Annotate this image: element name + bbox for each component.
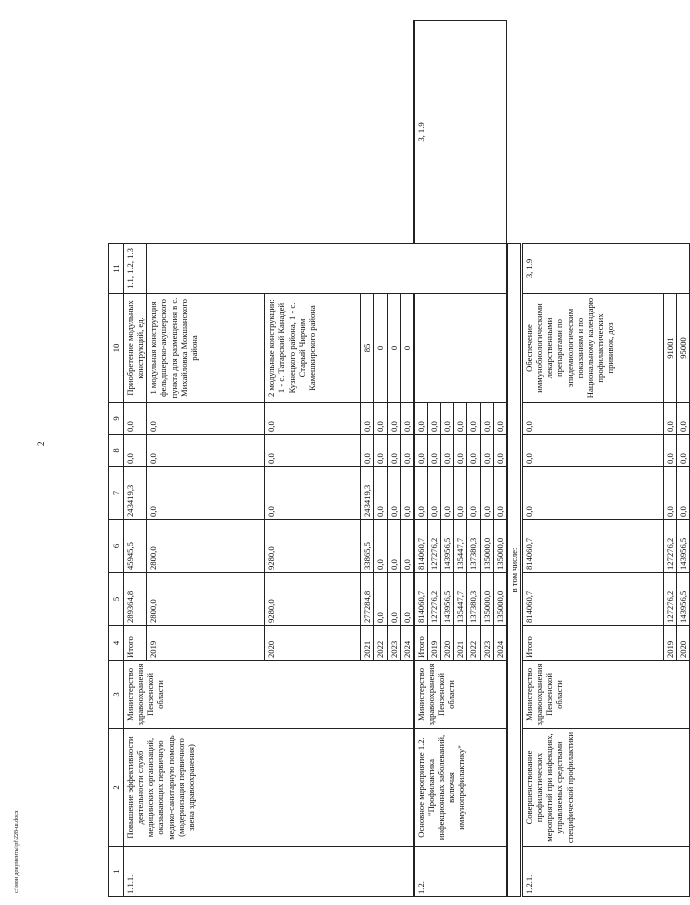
row-number: 1.1.1. — [124, 847, 414, 897]
executor: Министерство здравоохранения Пензенской области — [124, 661, 414, 729]
value-cell: 0,0 — [663, 467, 676, 520]
value-cell: 0,0 — [467, 467, 480, 520]
value-cell: 0,0 — [493, 435, 507, 467]
value-cell: 9280,0 — [265, 520, 361, 573]
measure-name: Повышение эффективности деятельности служб медицинских организаций, оказывающих первичную медико-санитарную помощь (модернизация первичного звена здравоохранения) — [124, 729, 414, 847]
header-row — [109, 21, 124, 897]
value-cell: 143956,5 — [441, 520, 454, 573]
value-cell: 0,0 — [414, 403, 428, 435]
value-cell: 0,0 — [441, 403, 454, 435]
year-cell: 2020 — [677, 626, 690, 661]
year-cell: 2021 — [361, 626, 374, 661]
value-cell: 0,0 — [374, 403, 387, 435]
row-number: 1.2. — [414, 847, 507, 897]
value-cell: 0,0 — [454, 435, 467, 467]
value-cell: 0,0 — [677, 435, 690, 467]
value-cell: 0,0 — [400, 520, 414, 573]
value-cell: 0,0 — [521, 435, 663, 467]
value-cell: 0,0 — [400, 573, 414, 626]
value-cell: 0,0 — [480, 467, 493, 520]
header-cell: 6 — [109, 520, 124, 573]
value-cell: 0,0 — [454, 403, 467, 435]
value-cell: 0,0 — [124, 435, 147, 467]
value-cell: 0,0 — [467, 435, 480, 467]
value-cell: 243419,3 — [361, 467, 374, 520]
indicator-cell: 95000 — [677, 294, 690, 403]
subtotal-label: в том числе: — [507, 244, 522, 897]
value-cell: 0,0 — [677, 403, 690, 435]
value-cell: 814060,7 — [521, 520, 663, 573]
value-cell: 0,0 — [265, 403, 361, 435]
indicator-cell: Приобретение модульных конструкций, ед. — [124, 294, 147, 403]
value-cell: 0,0 — [677, 467, 690, 520]
value-cell: 137380,3 — [467, 573, 480, 626]
header-cell: 4 — [109, 626, 124, 661]
value-cell: 0,0 — [427, 403, 440, 435]
indicator-cell: 0 — [374, 294, 387, 403]
page-number: 2 — [36, 441, 46, 446]
measure-name: Совершенствование профилактических мероприятий при инфекциях, управляемых средствами специфической профилактики — [521, 729, 689, 847]
value-cell: 0,0 — [361, 403, 374, 435]
value-cell: 0,0 — [493, 467, 507, 520]
value-cell: 0,0 — [387, 520, 400, 573]
value-cell: 0,0 — [374, 467, 387, 520]
value-cell: 135000,0 — [480, 573, 493, 626]
reference-cell: 3, 1.9 — [414, 21, 507, 244]
value-cell: 137380,3 — [467, 520, 480, 573]
header-cell: 9 — [109, 403, 124, 435]
value-cell: 135447,7 — [454, 520, 467, 573]
indicator-cell: 85 — [361, 294, 374, 403]
value-cell: 814060,7 — [414, 520, 428, 573]
value-cell: 0,0 — [387, 435, 400, 467]
header-cell: 5 — [109, 573, 124, 626]
value-cell: 0,0 — [454, 467, 467, 520]
year-cell: 2024 — [400, 626, 414, 661]
value-cell: 9280,0 — [265, 573, 361, 626]
value-cell: 45945,5 — [124, 520, 147, 573]
value-cell: 127276,2 — [427, 520, 440, 573]
value-cell: 0,0 — [467, 403, 480, 435]
header-cell: 2 — [109, 729, 124, 847]
header-cell: 10 — [109, 294, 124, 403]
value-cell: 277284,8 — [361, 573, 374, 626]
value-cell: 33865,5 — [361, 520, 374, 573]
value-cell: 0,0 — [265, 435, 361, 467]
value-cell: 0,0 — [427, 435, 440, 467]
year-cell: 2022 — [467, 626, 480, 661]
value-cell: 0,0 — [387, 403, 400, 435]
value-cell: 0,0 — [265, 467, 361, 520]
rotated-table-container — [108, 20, 689, 897]
reference-cell: 3, 1.9 — [521, 244, 689, 294]
indicator-cell-empty — [414, 294, 507, 403]
value-cell: 0,0 — [663, 403, 676, 435]
value-cell: 127276,2 — [663, 573, 676, 626]
value-cell: 0,0 — [400, 435, 414, 467]
value-cell: 0,0 — [493, 403, 507, 435]
indicator-cell: 2 модульные конструкции: 1 - с. Татарский Канадей Кузнецкого района, 1 - с. Старый Чирчим Камешкирского района — [265, 294, 361, 403]
value-cell: 0,0 — [480, 435, 493, 467]
value-cell: 0,0 — [147, 467, 265, 520]
row-number: 1.2.1. — [521, 847, 689, 897]
indicator-cell: Обеспечение иммунобиологическими лекарственными препаратами по эпидемиологическим показаниям и по Национальному календарю профилактических прививок, доз — [521, 294, 663, 403]
value-cell: 143956,5 — [677, 573, 690, 626]
footer-path: c:\мои документы\pf\228-ш.docx — [14, 810, 20, 893]
table-row — [521, 21, 663, 897]
value-cell: 0,0 — [663, 435, 676, 467]
executor: Министерство здравоохранения Пензенской области — [414, 661, 507, 729]
value-cell: 135000,0 — [493, 573, 507, 626]
value-cell: 0,0 — [124, 403, 147, 435]
value-cell: 143956,5 — [441, 573, 454, 626]
indicator-cell: 1 модульная конструкция фельдшерско-акушерского пункта для размещения в с. Михайловка Мокшанского района — [147, 294, 265, 403]
value-cell: 0,0 — [387, 467, 400, 520]
value-cell: 0,0 — [414, 467, 428, 520]
value-cell: 0,0 — [441, 435, 454, 467]
value-cell: 0,0 — [480, 403, 493, 435]
value-cell: 135447,7 — [454, 573, 467, 626]
value-cell: 0,0 — [414, 435, 428, 467]
value-cell: 814060,7 — [521, 573, 663, 626]
value-cell: 0,0 — [374, 573, 387, 626]
value-cell: 0,0 — [400, 403, 414, 435]
program-table — [108, 20, 690, 897]
table-row — [507, 21, 522, 897]
value-cell: 135000,0 — [493, 520, 507, 573]
year-cell: 2024 — [493, 626, 507, 661]
header-cell: 8 — [109, 435, 124, 467]
value-cell: 143956,5 — [677, 520, 690, 573]
value-cell: 0,0 — [361, 435, 374, 467]
table-row — [414, 21, 428, 897]
value-cell: 0,0 — [147, 403, 265, 435]
value-cell: 0,0 — [400, 467, 414, 520]
header-cell: 1 — [109, 847, 124, 897]
value-cell: 0,0 — [374, 520, 387, 573]
year-cell: 2023 — [480, 626, 493, 661]
value-cell: 2800,0 — [147, 520, 265, 573]
table-row — [124, 21, 147, 897]
value-cell: 135000,0 — [480, 520, 493, 573]
indicator-cell: 0 — [400, 294, 414, 403]
reference-cell-empty — [147, 244, 507, 294]
value-cell: 289364,8 — [124, 573, 147, 626]
measure-name: Основное мероприятие 1.2. "Профилактика инфекционных заболеваний, включая иммунопрофилактику" — [414, 729, 507, 847]
value-cell: 243419,3 — [124, 467, 147, 520]
header-cell: 7 — [109, 467, 124, 520]
indicator-cell: 91001 — [663, 294, 676, 403]
year-cell: 2022 — [374, 626, 387, 661]
year-cell: Итого — [521, 626, 663, 661]
year-cell: 2019 — [663, 626, 676, 661]
value-cell: 0,0 — [387, 573, 400, 626]
header-cell: 11 — [109, 244, 124, 294]
year-cell: 2023 — [387, 626, 400, 661]
value-cell: 0,0 — [427, 467, 440, 520]
value-cell: 0,0 — [374, 435, 387, 467]
year-cell: 2020 — [265, 626, 361, 661]
value-cell: 0,0 — [441, 467, 454, 520]
value-cell: 0,0 — [147, 435, 265, 467]
year-cell: 2019 — [147, 626, 265, 661]
year-cell: 2020 — [441, 626, 454, 661]
value-cell: 0,0 — [521, 467, 663, 520]
value-cell: 127276,2 — [427, 573, 440, 626]
reference-cell: 1.1, 1.2, 1.3 — [124, 244, 147, 294]
value-cell: 814060,7 — [414, 573, 428, 626]
year-cell: 2021 — [454, 626, 467, 661]
value-cell: 2800,0 — [147, 573, 265, 626]
header-cell: 3 — [109, 661, 124, 729]
year-cell: Итого — [124, 626, 147, 661]
executor: Министерство здравоохранения Пензенской области — [521, 661, 689, 729]
indicator-cell: 0 — [387, 294, 400, 403]
value-cell: 0,0 — [521, 403, 663, 435]
year-cell: Итого — [414, 626, 428, 661]
year-cell: 2019 — [427, 626, 440, 661]
value-cell: 127276,2 — [663, 520, 676, 573]
